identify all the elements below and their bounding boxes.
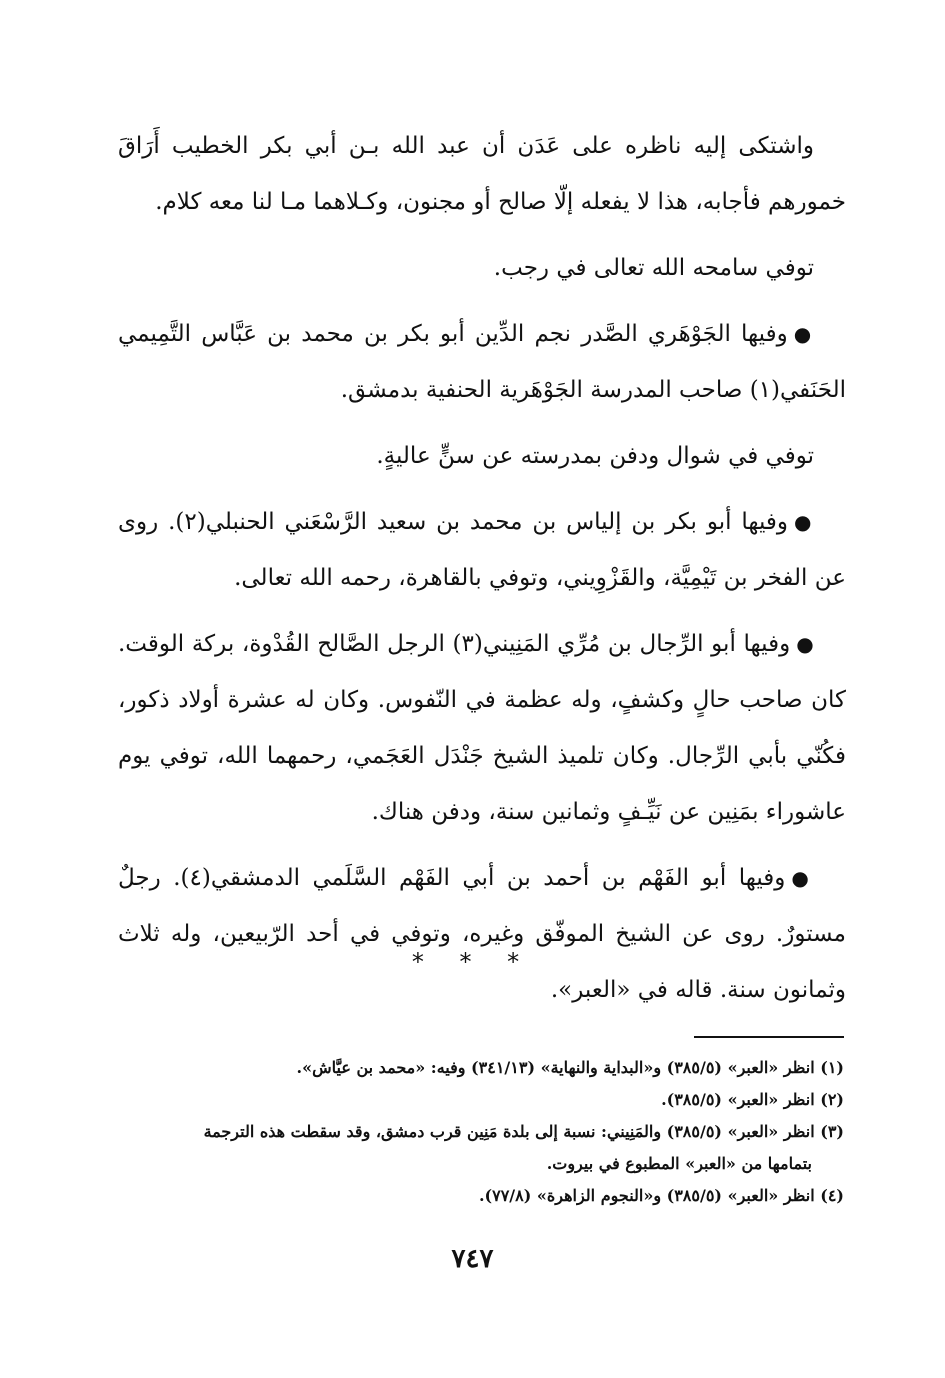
paragraph-entry: ●وفيها أبو بكر بن إلياس بن محمد بن سعيد الرَّسْعَني الحنبلي(٢). روى عن الفخر بن تَيْمِيَّة، والقَزْوِيني، وتوفي بالقاهرة، رحمه الله تعالى. [118, 509, 846, 591]
bullet-icon: ● [791, 866, 815, 890]
footnote: (٢) انظر «العبر» (٣٨٥/٥). [661, 1090, 844, 1109]
section-separator: * * * [411, 948, 534, 976]
footnote: (١) انظر «العبر» (٣٨٥/٥) و«البداية والنهاية» (٣٤١/١٣) وفيه: «محمد بن عيَّاش». [296, 1058, 844, 1077]
paragraph: توفي سامحه الله تعالى في رجب. [493, 255, 814, 281]
main-text [118, 118, 846, 1028]
footnote: (٤) انظر «العبر» (٣٨٥/٥) و«النجوم الزاهرة» (٧٧/٨). [478, 1186, 844, 1205]
page-number: ٧٤٧ [451, 1244, 494, 1274]
bullet-icon: ● [794, 510, 815, 534]
bullet-icon: ● [796, 632, 815, 656]
paragraph-entry: ●وفيها أبو الرِّجال بن مُرِّي المَنِيني(٣) الرجل الصَّالح القُدْوة، بركة الوقت. كان صاحب حالٍ وكشفٍ، وله عظمة في النّفوس. وكان له عشرة أولاد ذكور، فكُنّي بأبي الرِّجال. وكان تلميذ الشيخ جَنْدَل العَجَمي، رحمهما الله، توفي يوم عاشوراء بمَنِين عن نَيِّـفٍ وثمانين سنة، ودفن هناك. [118, 631, 846, 825]
paragraph-entry: ●وفيها أبو الفَهْم بن أحمد بن أبي الفَهْم السَّلَمي الدمشقي(٤). رجلٌ مستورٌ. روى عن الشيخ الموفّق وغيره، وتوفي في أحد الرّبيعين، وله ثلاث وثمانون سنة. قاله في «العبر». [118, 865, 846, 1003]
footnote-divider [694, 1036, 844, 1038]
bullet-icon: ● [793, 322, 815, 346]
paragraph: توفي في شوال ودفن بمدرسته عن سنٍّ عاليةٍ. [376, 443, 814, 469]
footnote-continuation: بتمامها من «العبر» المطبوع في بيروت. [546, 1154, 812, 1173]
paragraph: واشتكى إليه ناظره على عَدَن أن عبد الله بـن أبي بكر الخطيب أَرَاقَ خمورهم فأجابه، هذا لا يفعله إلّا صالح أو مجنون، وكـلاهما مـا لنا معه كلام. [118, 133, 846, 215]
footnotes [128, 1052, 844, 1212]
footnote: (٣) انظر «العبر» (٣٨٥/٥) والمَنِيني: نسبة إلى بلدة مَنِين قرب دمشق، وقد سقطت هذه الترجمة [203, 1122, 844, 1141]
paragraph-entry: ●وفيها الجَوْهَري الصَّدر نجم الدِّين أبو بكر بن محمد بن عَبَّاس التَّمِيمي الحَنَفي(١) صاحب المدرسة الجَوْهَرية الحنفية بدمشق. [118, 321, 846, 403]
